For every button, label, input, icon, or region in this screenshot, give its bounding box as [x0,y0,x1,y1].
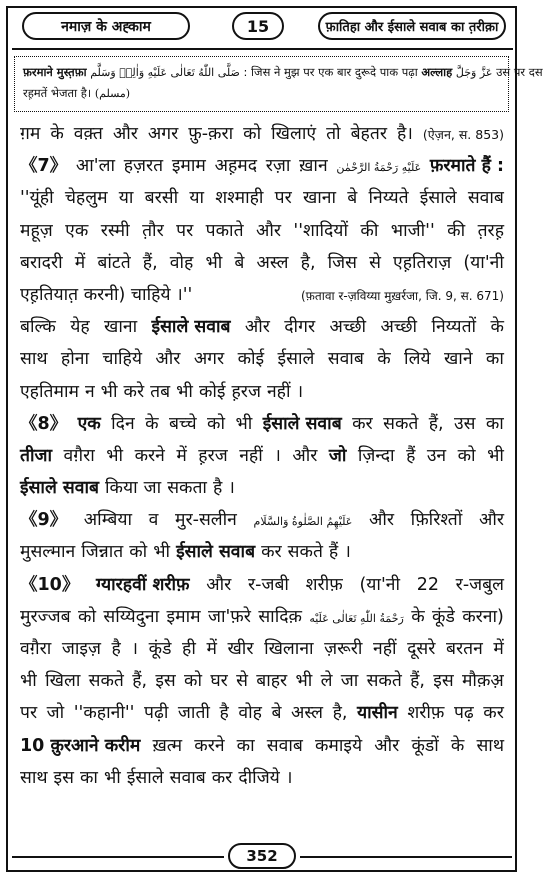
word: चेहलुम [64,188,108,209]
word: । [296,381,304,402]
word: की [360,220,379,241]
word: खीर [227,639,254,659]
word: का [236,735,255,756]
text-line [20,697,504,729]
word: भी [20,671,37,692]
text-line [20,569,504,601]
banner-arabic-honorific: صَلَّى اللّٰهُ تَعَالٰى عَلَيْهِ وَاٰلِهٖ وَسَلَّم [90,66,240,79]
word: जाती [177,703,210,724]
word: बरसी [144,188,179,209]
word: तो [326,124,341,144]
word: जिन्नात [81,542,124,563]
text-line [20,536,504,568]
word: बे [271,703,282,724]
word: एक [65,220,89,241]
word: हैं [406,445,416,466]
word: सादिक़ [258,606,302,627]
word: और [255,220,282,241]
word: हैं, [428,413,444,434]
word: नहीं [239,445,263,466]
footer-rule-right [300,856,512,858]
word: शश्माही [215,188,264,209]
header-book-title: नमाज़ के अह्काम [22,12,190,40]
text-line [20,472,504,504]
bold-phrase: ईसाले सवाब [20,478,99,499]
word: । [228,478,235,499]
word: सवाब [266,735,303,756]
word: दूसरे [407,639,436,659]
word: बरतन [446,639,483,659]
word: हैं, [410,671,425,692]
text-line [20,343,504,375]
banner-ref: (مسلم) [94,87,131,100]
word: पर [20,703,38,724]
bold-phrase: ग्यारहवीं शरीफ़ [96,574,190,595]
word: करे [123,381,145,402]
word: या [189,188,205,209]
text-line [20,633,504,665]
word: ज़रूरी [324,639,363,659]
text-line [20,408,504,440]
banner-text-c: रह़मतें भेजता है। [23,86,92,100]
hadith-banner [14,56,543,112]
word: करना) [462,606,504,627]
text-line [20,504,504,536]
word: है [219,703,229,724]
text-line [20,730,504,762]
banner-line-1 [23,62,543,83]
word: है [111,639,121,659]
header-chapter-title: फ़ातिहा और ईसाले सवाब का त़रीक़ा [318,12,506,40]
word: को [243,124,262,144]
word: या [118,188,134,209]
point-number-8: 《8》 [20,413,68,434]
word: वोह [169,252,194,273]
word: बे [234,252,245,273]
word: मुर-सलीन [175,510,237,531]
text-line [20,150,504,182]
word: अम्बिया [83,510,133,531]
word: के [145,413,159,434]
word: के [450,735,465,756]
word: है। [396,124,413,144]
word: एह़तिराज़ [393,252,452,273]
word: फ़ु-क़रा [188,124,234,144]
word: तब [150,381,171,402]
word: खाना [104,317,138,338]
word: साथ [476,735,504,756]
word: में [493,639,504,659]
page-number: 352 [228,843,296,869]
word: 22 [416,574,439,595]
word: महूज़ [20,220,53,241]
word: कर [211,767,233,788]
word: खिलाएं [271,124,317,144]
word: ईसाले [419,188,457,209]
word: से [369,252,381,273]
word: की [447,220,466,241]
banner-allah: अल्लाह [421,65,453,79]
word: ख़त्म [152,735,183,756]
word: बेहतर [350,124,387,144]
word: और [206,574,232,595]
word: और [155,349,181,370]
word: सकते [88,671,124,692]
bold-phrase: एक [77,413,101,434]
word: है, [332,703,348,724]
word: खिलाना [264,639,314,659]
text-line [20,182,504,214]
text-line [20,440,504,472]
word: लिये [404,349,431,370]
word: का [485,349,504,370]
bold-phrase: ईसाले सवाब [176,542,256,563]
word: त़रह़ [477,220,504,241]
word: अस्ल [291,703,324,724]
word: मुसल्मान [20,542,76,563]
word: बरादरी [20,252,63,273]
word: भी [176,381,193,402]
word: न [84,381,95,402]
word: पढ़ी [144,703,169,724]
word: भी [205,252,223,273]
bold-phrase: ईसाले सवाब [151,317,231,338]
word: कोई [198,381,226,402]
word: को [129,542,148,563]
text-line [20,215,504,247]
citation: (ऐज़न, स. 853) [422,127,504,142]
word: दिन [111,413,135,434]
word: उस [454,413,476,434]
word: और [374,735,400,756]
text-line [20,118,504,150]
word: ह़रज [198,445,228,466]
point-number-10: 《10》 [20,574,80,595]
word: के [377,349,391,370]
word: हज़रत [123,156,164,177]
word: र-जबी [247,574,289,595]
word: । [344,542,351,563]
quote-end: एह़तियात़ करनी) चाहिये ।'' [20,284,193,305]
word: के [50,124,64,144]
word: है [212,478,223,499]
word: मुरज्जब [20,606,71,627]
word: भी [295,671,313,692]
arabic-honorific: رَحْمَةُ اللّٰهِ تَعَالٰى عَلَيْه [309,611,404,625]
word: और [292,445,318,466]
word: ख़ान [299,156,328,177]
word: करने [134,445,165,466]
word: बाहर [256,671,288,692]
word: भी [100,381,118,402]
word: नहीं [373,639,397,659]
word: साथ [20,349,48,370]
word: इस [155,671,176,692]
word: इस [53,767,74,788]
word: सकते [287,542,323,563]
word: जा'फ़रे [207,606,251,627]
arabic-honorific: عَلَيْهِ رَحْمَةُ الرَّحْمٰن [336,161,422,175]
word: ईसाले [126,767,164,788]
word: निय्यते [368,188,409,209]
word: कर [261,542,282,563]
word: को [207,413,226,434]
word: वक़्त [73,124,103,144]
word: भी [235,413,253,434]
banner-label: फ़रमाने मुस्त़फ़ा [23,65,87,79]
point-number-9: 《9》 [20,510,68,531]
footer-rule-left [12,856,224,858]
word: होना [60,349,89,370]
word: जाइज़ [61,639,101,659]
word: येह [70,317,90,338]
text-line [20,311,504,343]
word: कोई [237,349,265,370]
line-end: फ़रमाते हैं : [429,156,504,177]
word: इमाम [171,156,206,177]
word: वोह [238,703,262,724]
word: (या'नी [359,574,401,595]
word: को [457,445,476,466]
word: में [206,639,217,659]
word: के [490,317,504,338]
word: दीगर [284,317,316,338]
word: अच्छी [329,317,367,338]
banner-text-a: : जिस ने मुझ पर एक बार दुरूदे पाक पढ़ा [243,65,418,79]
word: भाजी'' [390,220,435,241]
word: के [411,606,425,627]
word: र-जबुल [455,574,504,595]
word: और [112,124,138,144]
citation: (फ़तावा र-ज़विय्या मुख़र्रजा, जि. 9, स. 671) [301,288,504,303]
word: हैं, [142,252,158,273]
word: और [478,510,504,531]
word: अच्छी [380,317,418,338]
word: रज़ा [265,156,291,177]
word: सय्यिदुना [103,606,160,627]
word: ''शादियों [293,220,348,241]
word: भी [487,445,504,466]
word: खाने [443,349,473,370]
word: ह़रज [231,381,261,402]
word: साथ [20,767,48,788]
word: को [184,671,203,692]
word: सवाब [327,349,364,370]
word: नहीं [266,381,291,402]
bold-phrase: ईसाले सवाब [262,413,342,434]
text-line [20,665,504,697]
text-line [20,279,504,311]
word: बांटते [97,252,131,273]
banner-arabic-allah: عَزَّ وَجَلَّ [455,66,493,79]
word: उन [426,445,447,466]
word: ग़म [20,124,41,144]
word: निय्यतों [431,317,477,338]
word: में [176,445,187,466]
word: अह़मद [214,156,257,177]
word: भी [106,445,124,466]
word: पढ़ [453,703,474,724]
banner-text-b: उस पर दस [496,65,543,79]
text-line [20,376,504,408]
word: भी [103,767,121,788]
word: व [148,510,159,531]
word: (या'नी [463,252,504,273]
word: घर [210,671,228,692]
word: ही [182,639,196,659]
word: का [79,767,98,788]
word: सवाब [467,188,504,209]
word: भी [153,542,171,563]
word: । [131,639,139,659]
word: इमाम [166,606,201,627]
text-line [20,762,504,794]
word: जा [143,478,162,499]
word: रस्मी [100,220,130,241]
word: ईसाले [277,349,315,370]
word: । [274,445,281,466]
word: कूंडों [411,735,439,756]
word: सकते [383,413,419,434]
word: से [236,671,248,692]
word: दीजिये [238,767,280,788]
word: कूंडे [432,606,455,627]
word: किया [105,478,138,499]
word: करने [194,735,225,756]
text-line [20,247,504,279]
word: सकते [366,671,402,692]
word: ले [320,671,333,692]
bold-phrase: यासीन [357,703,398,724]
word: का [485,413,504,434]
word: ''कहानी'' [73,703,135,724]
bold-phrase: तीजा [20,445,53,466]
word: खिला [45,671,81,692]
arabic-honorific: عَلَيْهِمُ الصَّلٰوةُ وَالسَّلَام [253,515,353,529]
word: ''यूंही [20,188,54,209]
word: हैं, [132,671,148,692]
bold-phrase: 10 क़ुरआने करीम [20,735,141,756]
word: पर [176,220,194,241]
word: शरीफ़ [305,574,343,595]
word: अगर [193,349,225,370]
word: चाहिये [102,349,142,370]
word: और [244,317,270,338]
word: ज़िन्दा [357,445,395,466]
word: कर [483,703,504,724]
word: वग़ैरा [63,445,95,466]
word: इस [433,671,454,692]
word: में [74,252,86,273]
word: कर [352,413,373,434]
word: सवाब [169,767,206,788]
word: । [285,767,293,788]
word: कमाइये [314,735,363,756]
word: त़ौर [142,220,164,241]
text-line [20,601,504,633]
header-chapter-page: 15 [232,12,284,40]
word: पर [274,188,292,209]
word: खाना [302,188,337,209]
word: अगर [147,124,179,144]
header-rule [12,48,513,50]
word: बल्कि [20,317,56,338]
bold-phrase: जो [328,445,347,466]
banner-line-2 [23,83,500,104]
word: पकाते [205,220,244,241]
word: जिस [327,252,357,273]
word: को [78,606,96,627]
word: कूंडे [148,639,172,659]
word: अस्ल [256,252,289,273]
word: और [368,510,395,531]
body-text [20,118,504,794]
word: है, [300,252,316,273]
point-number-7: 《7》 [20,156,68,177]
word: आ'ला [75,156,115,177]
word: बे [347,188,358,209]
word: वग़ैरा [20,639,52,659]
word: जो [46,703,65,724]
word: हैं [328,542,339,563]
word: फ़िरिश्तों [410,510,463,531]
word: सकता [167,478,207,499]
word: एहतिमाम [20,381,79,402]
word: बच्चे [168,413,197,434]
word: जा [340,671,359,692]
word: मौक़अ़ [461,671,504,692]
word: शरीफ़ [407,703,445,724]
